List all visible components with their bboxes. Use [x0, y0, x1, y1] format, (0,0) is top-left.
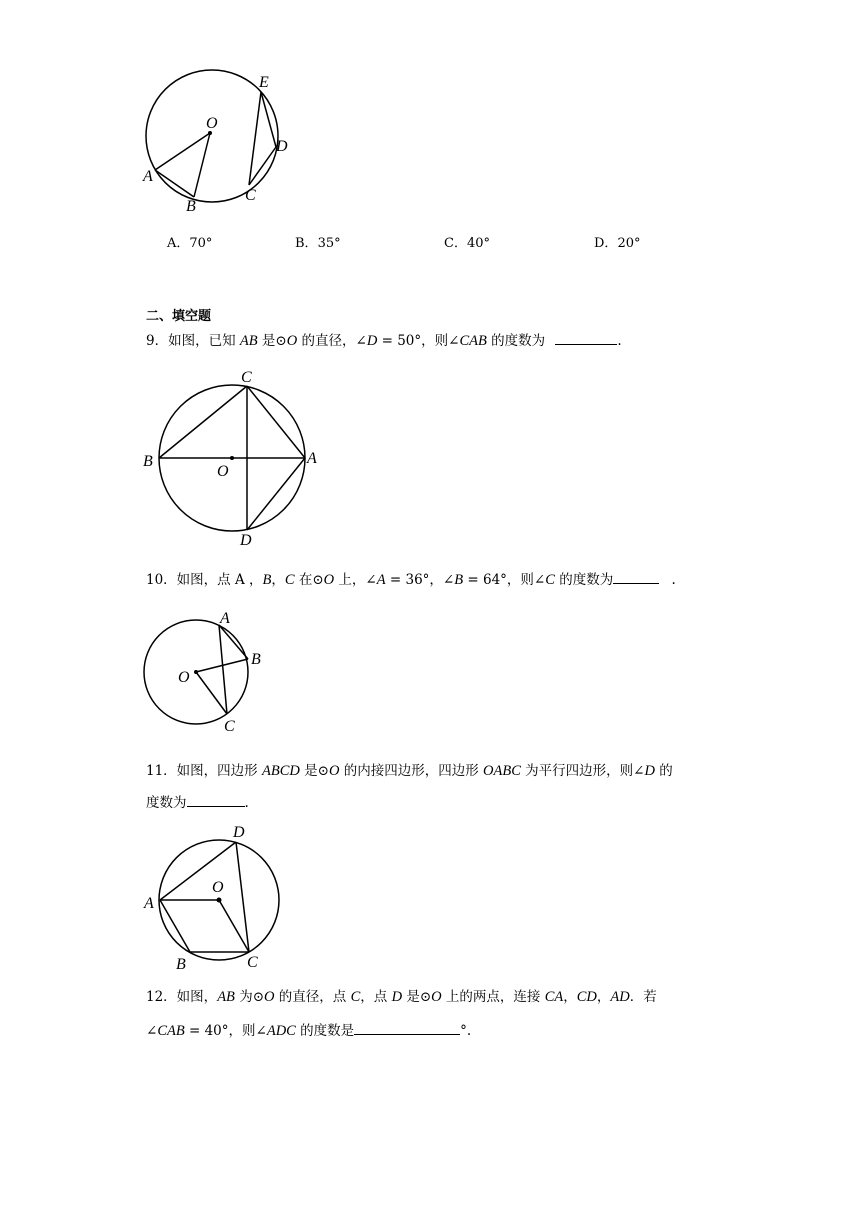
label-a: A [143, 168, 153, 185]
answer-blank-11[interactable] [187, 793, 245, 807]
answer-blank-12[interactable] [354, 1021, 460, 1035]
option-b: B．35° [295, 236, 341, 251]
label-b: B [186, 198, 196, 215]
segment-bc [159, 386, 247, 458]
segment-ac [219, 625, 227, 714]
label-o: O [212, 879, 224, 896]
option-a: A．70° [167, 236, 213, 251]
label-c: C [224, 718, 235, 735]
label-d: D [276, 138, 288, 155]
question-11-line2: 度数为 . [146, 795, 249, 811]
option-c: C．40° [444, 236, 490, 251]
center-point [194, 670, 198, 674]
question-12-line2: ∠CAB = 40°，则∠ADC 的度数是 °. [146, 1023, 472, 1039]
label-d: D [240, 532, 252, 549]
figure-q8 [140, 70, 300, 220]
center-point [217, 898, 222, 903]
label-c: C [245, 187, 256, 204]
answer-blank-9[interactable] [555, 331, 617, 345]
figure-q11 [140, 822, 290, 974]
label-b: B [251, 651, 261, 668]
figure-q10 [140, 607, 270, 737]
question-9: 9．如图，已知 AB 是⊙O 的直径，∠D = 50°，则∠CAB 的度数为 . [146, 333, 622, 349]
label-c: C [247, 954, 258, 971]
segment-ad [160, 842, 236, 900]
label-o: O [217, 463, 229, 480]
option-d: D．20° [594, 236, 641, 251]
label-a: A [307, 450, 317, 467]
label-a: A [220, 610, 230, 627]
segment-ed [261, 92, 276, 147]
segment-ab [219, 625, 248, 659]
question-12: 12．如图，AB 为⊙O 的直径，点 C，点 D 是⊙O 上的两点，连接 CA，CD，AD．若 [146, 989, 657, 1005]
section-heading: 二、填空题 [146, 309, 212, 324]
segment-ab [155, 170, 194, 197]
answer-blank-10[interactable] [613, 570, 659, 584]
question-10: 10．如图，点 A ，B，C 在⊙O 上，∠A = 36°，∠B = 64°，则∠C 的度数为 . [146, 572, 676, 588]
question-11: 11．如图，四边形 ABCD 是⊙O 的内接四边形，四边形 OABC 为平行四边形，则∠D 的 [146, 763, 673, 779]
label-b: B [176, 956, 186, 973]
label-o: O [178, 669, 190, 686]
segment-dc [236, 842, 249, 952]
label-o: O [206, 115, 218, 132]
label-a: A [144, 895, 154, 912]
segment-oc [196, 672, 227, 714]
center-point [230, 456, 234, 460]
label-b: B [143, 453, 153, 470]
label-d: D [233, 824, 245, 841]
label-e: E [259, 74, 269, 91]
label-c: C [241, 369, 252, 386]
figure-q9 [140, 368, 330, 550]
